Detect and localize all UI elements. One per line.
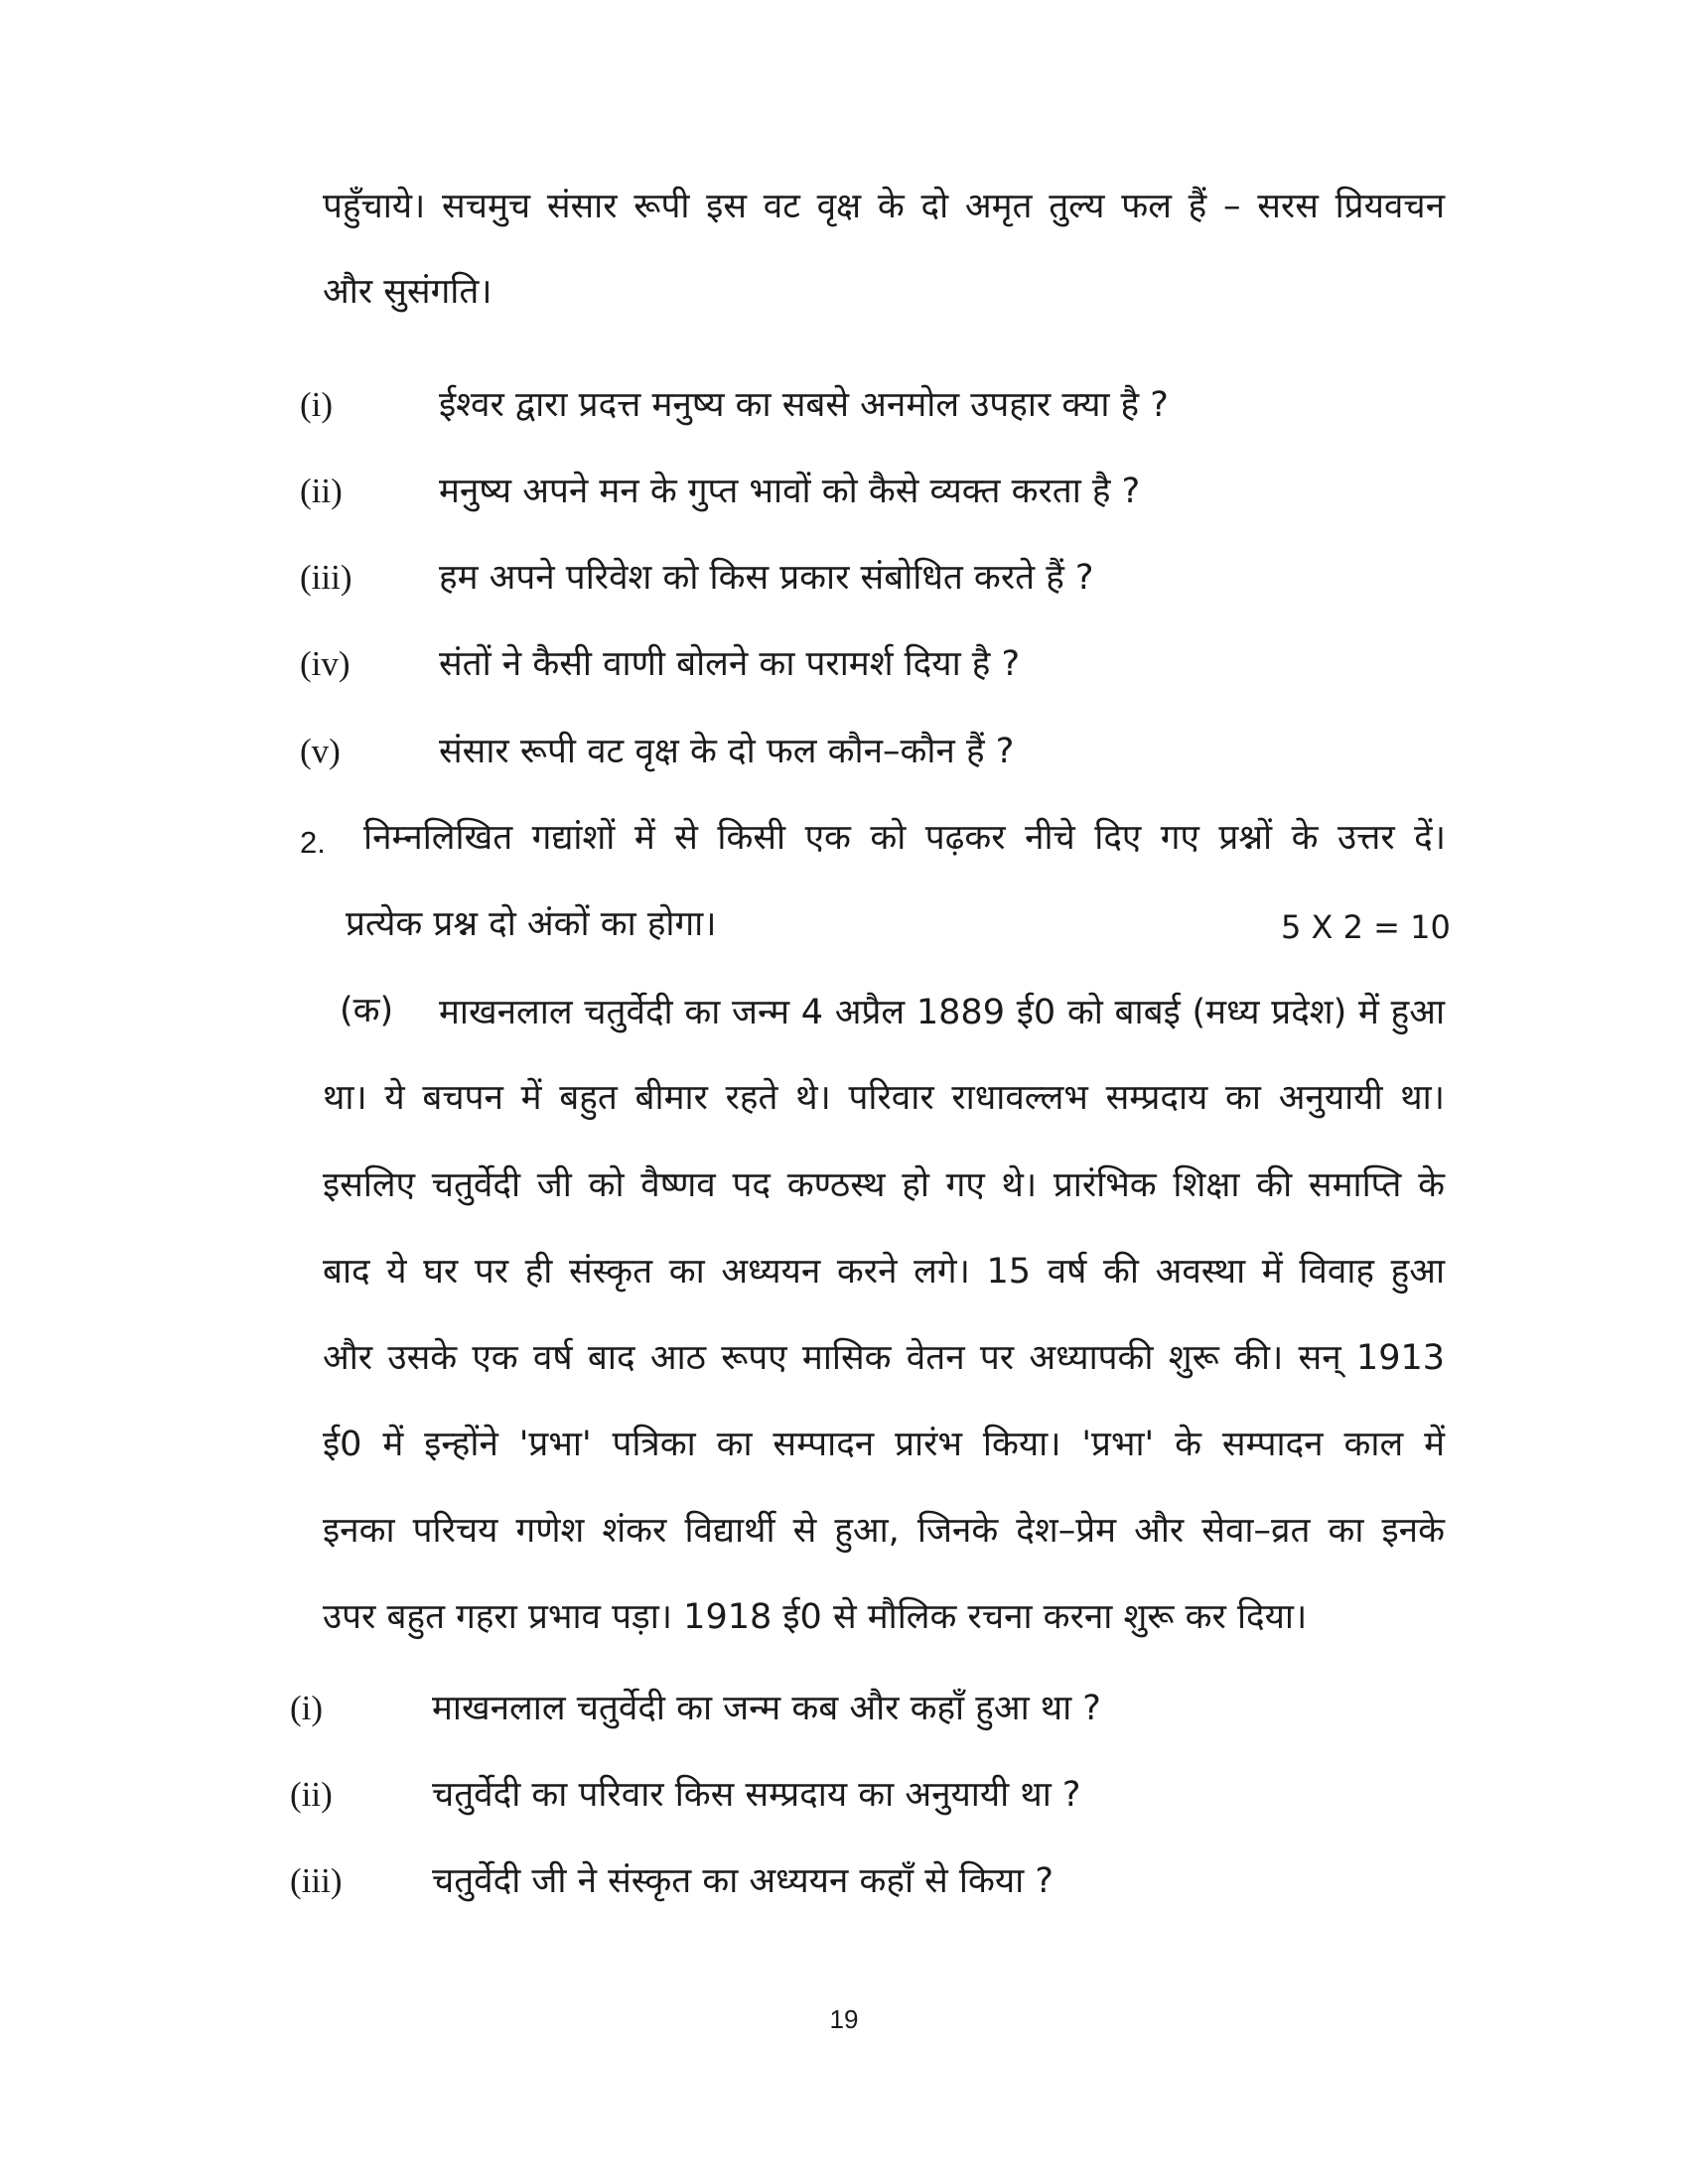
- question-text: चतुर्वेदी जी ने संस्कृत का अध्ययन कहाँ से किया ?: [432, 1861, 1054, 1901]
- question-number: (ii): [300, 472, 343, 510]
- question-row: [300, 554, 1293, 602]
- question-row: [300, 728, 1293, 775]
- section-number: 2.: [300, 825, 326, 860]
- passage-line: और सुसंगति।: [323, 272, 492, 312]
- question-text: मनुष्य अपने मन के गुप्त भावों को कैसे व्यक्त करता है ?: [439, 472, 1141, 511]
- question-number: (ii): [290, 1775, 333, 1814]
- passage-line: इनका परिचय गणेश शंकर विद्यार्थी से हुआ, जिनके देश–प्रेम और सेवा–व्रत का इनके: [323, 1511, 1445, 1551]
- question-row: [300, 381, 1293, 429]
- question-row: [300, 640, 1293, 688]
- question-row: [290, 1771, 1283, 1819]
- question-number: (i): [300, 385, 334, 424]
- question-row: [290, 1857, 1283, 1905]
- question-text: हम अपने परिवेश को किस प्रकार संबोधित करते हैं ?: [439, 558, 1094, 598]
- question-text: माखनलाल चतुर्वेदी का जन्म कब और कहाँ हुआ था ?: [432, 1689, 1101, 1728]
- passage-line: ई0 में इन्होंने 'प्रभा' पत्रिका का सम्पादन प्रारंभ किया। 'प्रभा' के सम्पादन काल में: [323, 1425, 1445, 1464]
- page-number: 19: [829, 2004, 859, 2034]
- question-text: संतों ने कैसी वाणी बोलने का परामर्श दिया है ?: [439, 644, 1021, 684]
- section-instruction: निम्नलिखित गद्यांशों में से किसी एक को पढ़कर नीचे दिए गए प्रश्नों के उत्तर दें।: [363, 818, 1446, 858]
- question-text: चतुर्वेदी का परिवार किस सम्प्रदाय का अनुयायी था ?: [432, 1775, 1081, 1815]
- passage-line: बाद ये घर पर ही संस्कृत का अध्ययन करने लगे। 15 वर्ष की अवस्था में विवाह हुआ: [323, 1252, 1445, 1292]
- question-row: [290, 1685, 1283, 1732]
- passage-line: पहुँचाये। सचमुच संसार रूपी इस वट वृक्ष के दो अमृत तुल्य फल हैं – सरस प्रियवचन: [323, 187, 1445, 226]
- passage-label: (क): [340, 991, 394, 1030]
- question-number: (iii): [300, 558, 352, 597]
- question-text: संसार रूपी वट वृक्ष के दो फल कौन–कौन हैं ?: [439, 732, 1015, 771]
- passage-line: था। ये बचपन में बहुत बीमार रहते थे। परिवार राधावल्लभ सम्प्रदाय का अनुयायी था।: [323, 1078, 1445, 1118]
- section-instruction: प्रत्येक प्रश्न दो अंकों का होगा।: [346, 904, 717, 944]
- question-row: [300, 468, 1293, 515]
- passage-line: माखनलाल चतुर्वेदी का जन्म 4 अप्रैल 1889 ई0 को बाबई (मध्य प्रदेश) में हुआ: [439, 993, 1445, 1032]
- question-number: (iii): [290, 1861, 343, 1900]
- passage-line: और उसके एक वर्ष बाद आठ रूपए मासिक वेतन पर अध्यापकी शुरू की। सन् 1913: [323, 1338, 1445, 1378]
- question-number: (v): [300, 732, 341, 770]
- question-number: (i): [290, 1689, 324, 1727]
- question-number: (iv): [300, 644, 351, 683]
- question-text: ईश्वर द्वारा प्रदत्त मनुष्य का सबसे अनमोल उपहार क्या है ?: [439, 385, 1169, 425]
- passage-line: इसलिए चतुर्वेदी जी को वैष्णव पद कण्ठस्थ हो गए थे। प्रारंभिक शिक्षा की समाप्ति के: [323, 1165, 1445, 1205]
- marks-label: 5 X 2 = 10: [1281, 908, 1451, 946]
- passage-line: उपर बहुत गहरा प्रभाव पड़ा। 1918 ई0 से मौलिक रचना करना शुरू कर दिया।: [323, 1597, 1308, 1637]
